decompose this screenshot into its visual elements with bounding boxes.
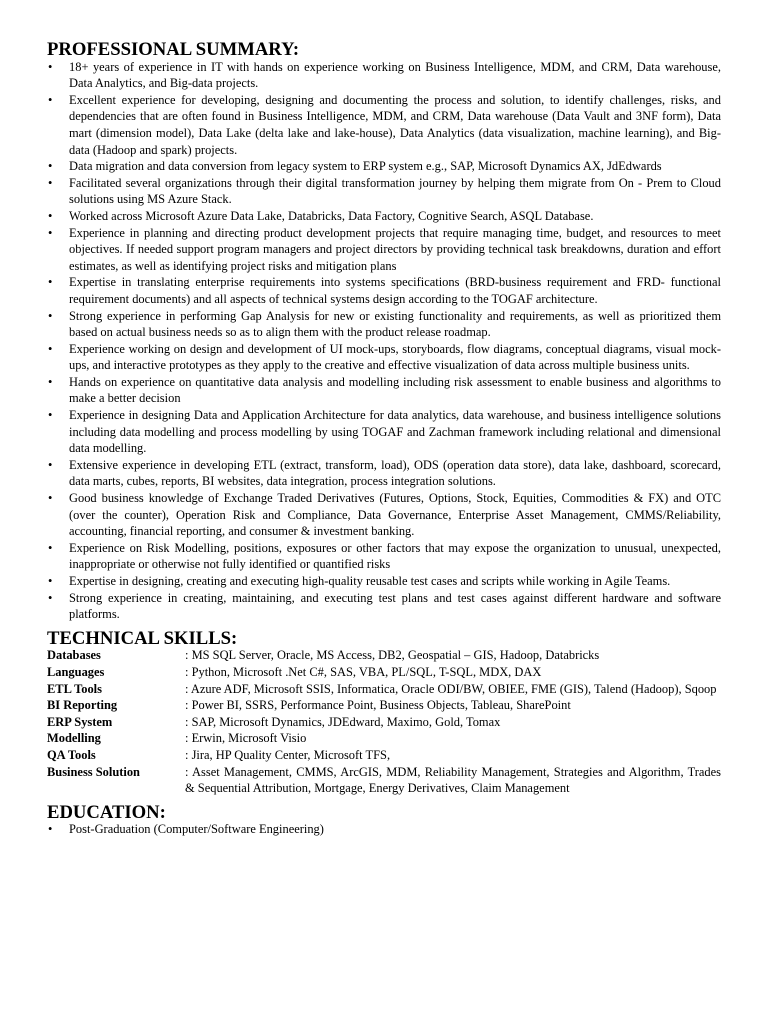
bullet-icon: • bbox=[48, 408, 53, 423]
professional-summary-list bbox=[47, 59, 721, 623]
list-item: • Experience on Risk Modelling, positions, exposures or other factors that may expose the organization to unusual, unexpected, inappropriate or otherwise not fully identified or quantified risks bbox=[48, 540, 721, 572]
bullet-icon: • bbox=[48, 457, 53, 472]
skill-row-business-solution bbox=[47, 764, 721, 797]
skill-row-etl-tools bbox=[47, 681, 721, 698]
bullet-icon: • bbox=[48, 341, 53, 356]
professional-summary-heading: PROFESSIONAL SUMMARY: bbox=[47, 39, 300, 60]
skill-label: Business Solution bbox=[47, 764, 140, 779]
bullet-icon: • bbox=[48, 275, 53, 290]
bullet-icon: • bbox=[48, 540, 53, 555]
bullet-icon: • bbox=[48, 59, 53, 74]
technical-skills-heading: TECHNICAL SKILLS: bbox=[47, 627, 238, 649]
skill-value: : Erwin, Microsoft Visio bbox=[185, 731, 307, 746]
skill-label: Modelling bbox=[47, 731, 101, 746]
bullet-icon: • bbox=[48, 308, 53, 323]
skill-row-languages bbox=[47, 664, 721, 681]
list-item: • Post-Graduation (Computer/Software Engineering) bbox=[48, 822, 324, 837]
bullet-icon: • bbox=[48, 822, 53, 837]
list-item: • Extensive experience in developing ETL (extract, transform, load), ODS (operation data store), data lake, dashboard, scorecard, data marts, cubes, reports, BI websites, data integration, process integration solutions. bbox=[48, 457, 721, 489]
skill-value: : Jira, HP Quality Center, Microsoft TFS, bbox=[185, 747, 391, 762]
bullet-icon: • bbox=[48, 92, 53, 107]
skill-value: : Asset Management, CMMS, ArcGIS, MDM, Reliability Management, Strategies and Algorithm, Trades & Sequential Attribution, Mortgage, Energy Derivatives, Claim Management bbox=[185, 764, 721, 796]
list-item: • Data migration and data conversion from legacy system to ERP system e.g., SAP, Microsoft Dynamics AX, JdEdwards bbox=[48, 159, 662, 174]
bullet-icon: • bbox=[48, 590, 53, 605]
bullet-icon: • bbox=[48, 374, 53, 389]
list-item: • Expertise in translating enterprise requirements into systems specifications (BRD-business requirement and FRD- functional requirement documents) and all aspects of technical systems design according to the TOGAF architecture. bbox=[48, 275, 721, 306]
skill-label: BI Reporting bbox=[47, 698, 118, 713]
list-item: • Facilitated several organizations through their digital transformation journey by helping them migrate from On - Prem to Cloud solutions using MS Azure Stack. bbox=[48, 175, 721, 207]
bullet-icon: • bbox=[48, 208, 53, 223]
list-item: • Experience in designing Data and Application Architecture for data analytics, data warehouse, and business intelligence solutions including data modelling and process modelling by using TOGAF and Zachman framework including relational and dimensional data modelling. bbox=[48, 408, 721, 456]
skill-row-erp-system bbox=[47, 714, 721, 731]
skill-row-modelling bbox=[47, 730, 721, 747]
skill-label: ERP System bbox=[47, 714, 113, 729]
skill-label: ETL Tools bbox=[47, 681, 102, 696]
list-item: • Experience working on design and development of UI mock-ups, storyboards, flow diagrams, conceptual diagrams, visual mock-ups, and interactive prototypes as they apply to the creative and effective visualization of data across multiple business units. bbox=[48, 341, 721, 373]
skill-row-databases bbox=[47, 647, 721, 664]
list-item: • Strong experience in performing Gap Analysis for new or existing functionality and requirements, as well as prioritized them based on actual business needs so as to align them with the product release roadmap. bbox=[48, 308, 721, 340]
list-item: • 18+ years of experience in IT with hands on experience working on Business Intelligence, MDM, and CRM, Data warehouse, Data Analytics, and Big-data projects. bbox=[48, 59, 721, 91]
skill-row-qa-tools bbox=[47, 747, 721, 764]
skill-value: : MS SQL Server, Oracle, MS Access, DB2, Geospatial – GIS, Hadoop, Databricks bbox=[185, 648, 600, 663]
list-item: • Expertise in designing, creating and executing high-quality reusable test cases and scripts while working in Agile Teams. bbox=[48, 574, 671, 588]
skill-label: Databases bbox=[47, 648, 101, 663]
list-item: • Worked across Microsoft Azure Data Lake, Databricks, Data Factory, Cognitive Search, ASQL Database. bbox=[48, 208, 594, 223]
bullet-icon: • bbox=[48, 574, 53, 588]
list-item: • Excellent experience for developing, designing and documenting the process and solution, to identify challenges, risks, and dependencies that are often found in Business Intelligence, MDM, and CRM, Data warehouse (Data Vault and 3NF form), Data mart (dimension model), Data Lake (delta lake and lake-house), Data Analytics (data visualization, machine learning), and Big-data (Hadoop and spark) projects. bbox=[48, 92, 721, 157]
education-heading: EDUCATION: bbox=[47, 801, 166, 823]
list-item: • Strong experience in creating, maintaining, and executing test plans and test cases against different hardware and software platforms. bbox=[48, 590, 721, 622]
list-item: • Experience in planning and directing product development projects that require managing time, budget, and resources to meet objectives. If needed support program managers and project directors by providing technical task breakdowns, duration and effort estimates, as well as identifying project risks and mitigation plans bbox=[48, 225, 721, 273]
bullet-icon: • bbox=[48, 225, 53, 240]
list-item: • Hands on experience on quantitative data analysis and modelling including risk assessment to enable business and algorithms to make a better decision bbox=[48, 374, 721, 406]
bullet-icon: • bbox=[48, 175, 53, 190]
skill-label: QA Tools bbox=[47, 747, 96, 762]
skill-value: : SAP, Microsoft Dynamics, JDEdward, Maximo, Gold, Tomax bbox=[185, 714, 501, 729]
skill-value: : Power BI, SSRS, Performance Point, Business Objects, Tableau, SharePoint bbox=[185, 698, 571, 713]
list-item: • Good business knowledge of Exchange Traded Derivatives (Futures, Options, Stock, Equities, Commodities & FX) and OTC (over the counter), Operation Risk and Compliance, Data Governance, Enterprise Asset Management, CMMS/Reliability, accounting, financial reporting, and consumer & investment banking. bbox=[48, 491, 721, 539]
skill-value: : Python, Microsoft .Net C#, SAS, VBA, PL/SQL, T-SQL, MDX, DAX bbox=[185, 664, 542, 679]
technical-skills-table bbox=[47, 647, 721, 796]
skill-label: Languages bbox=[47, 664, 105, 679]
bullet-icon: • bbox=[48, 491, 53, 506]
skill-row-bi-reporting bbox=[47, 697, 721, 714]
bullet-icon: • bbox=[48, 159, 53, 174]
education-list bbox=[47, 821, 721, 838]
skill-value: : Azure ADF, Microsoft SSIS, Informatica, Oracle ODI/BW, OBIEE, FME (GIS), Talend (Hadoop), Sqoop bbox=[185, 681, 717, 696]
